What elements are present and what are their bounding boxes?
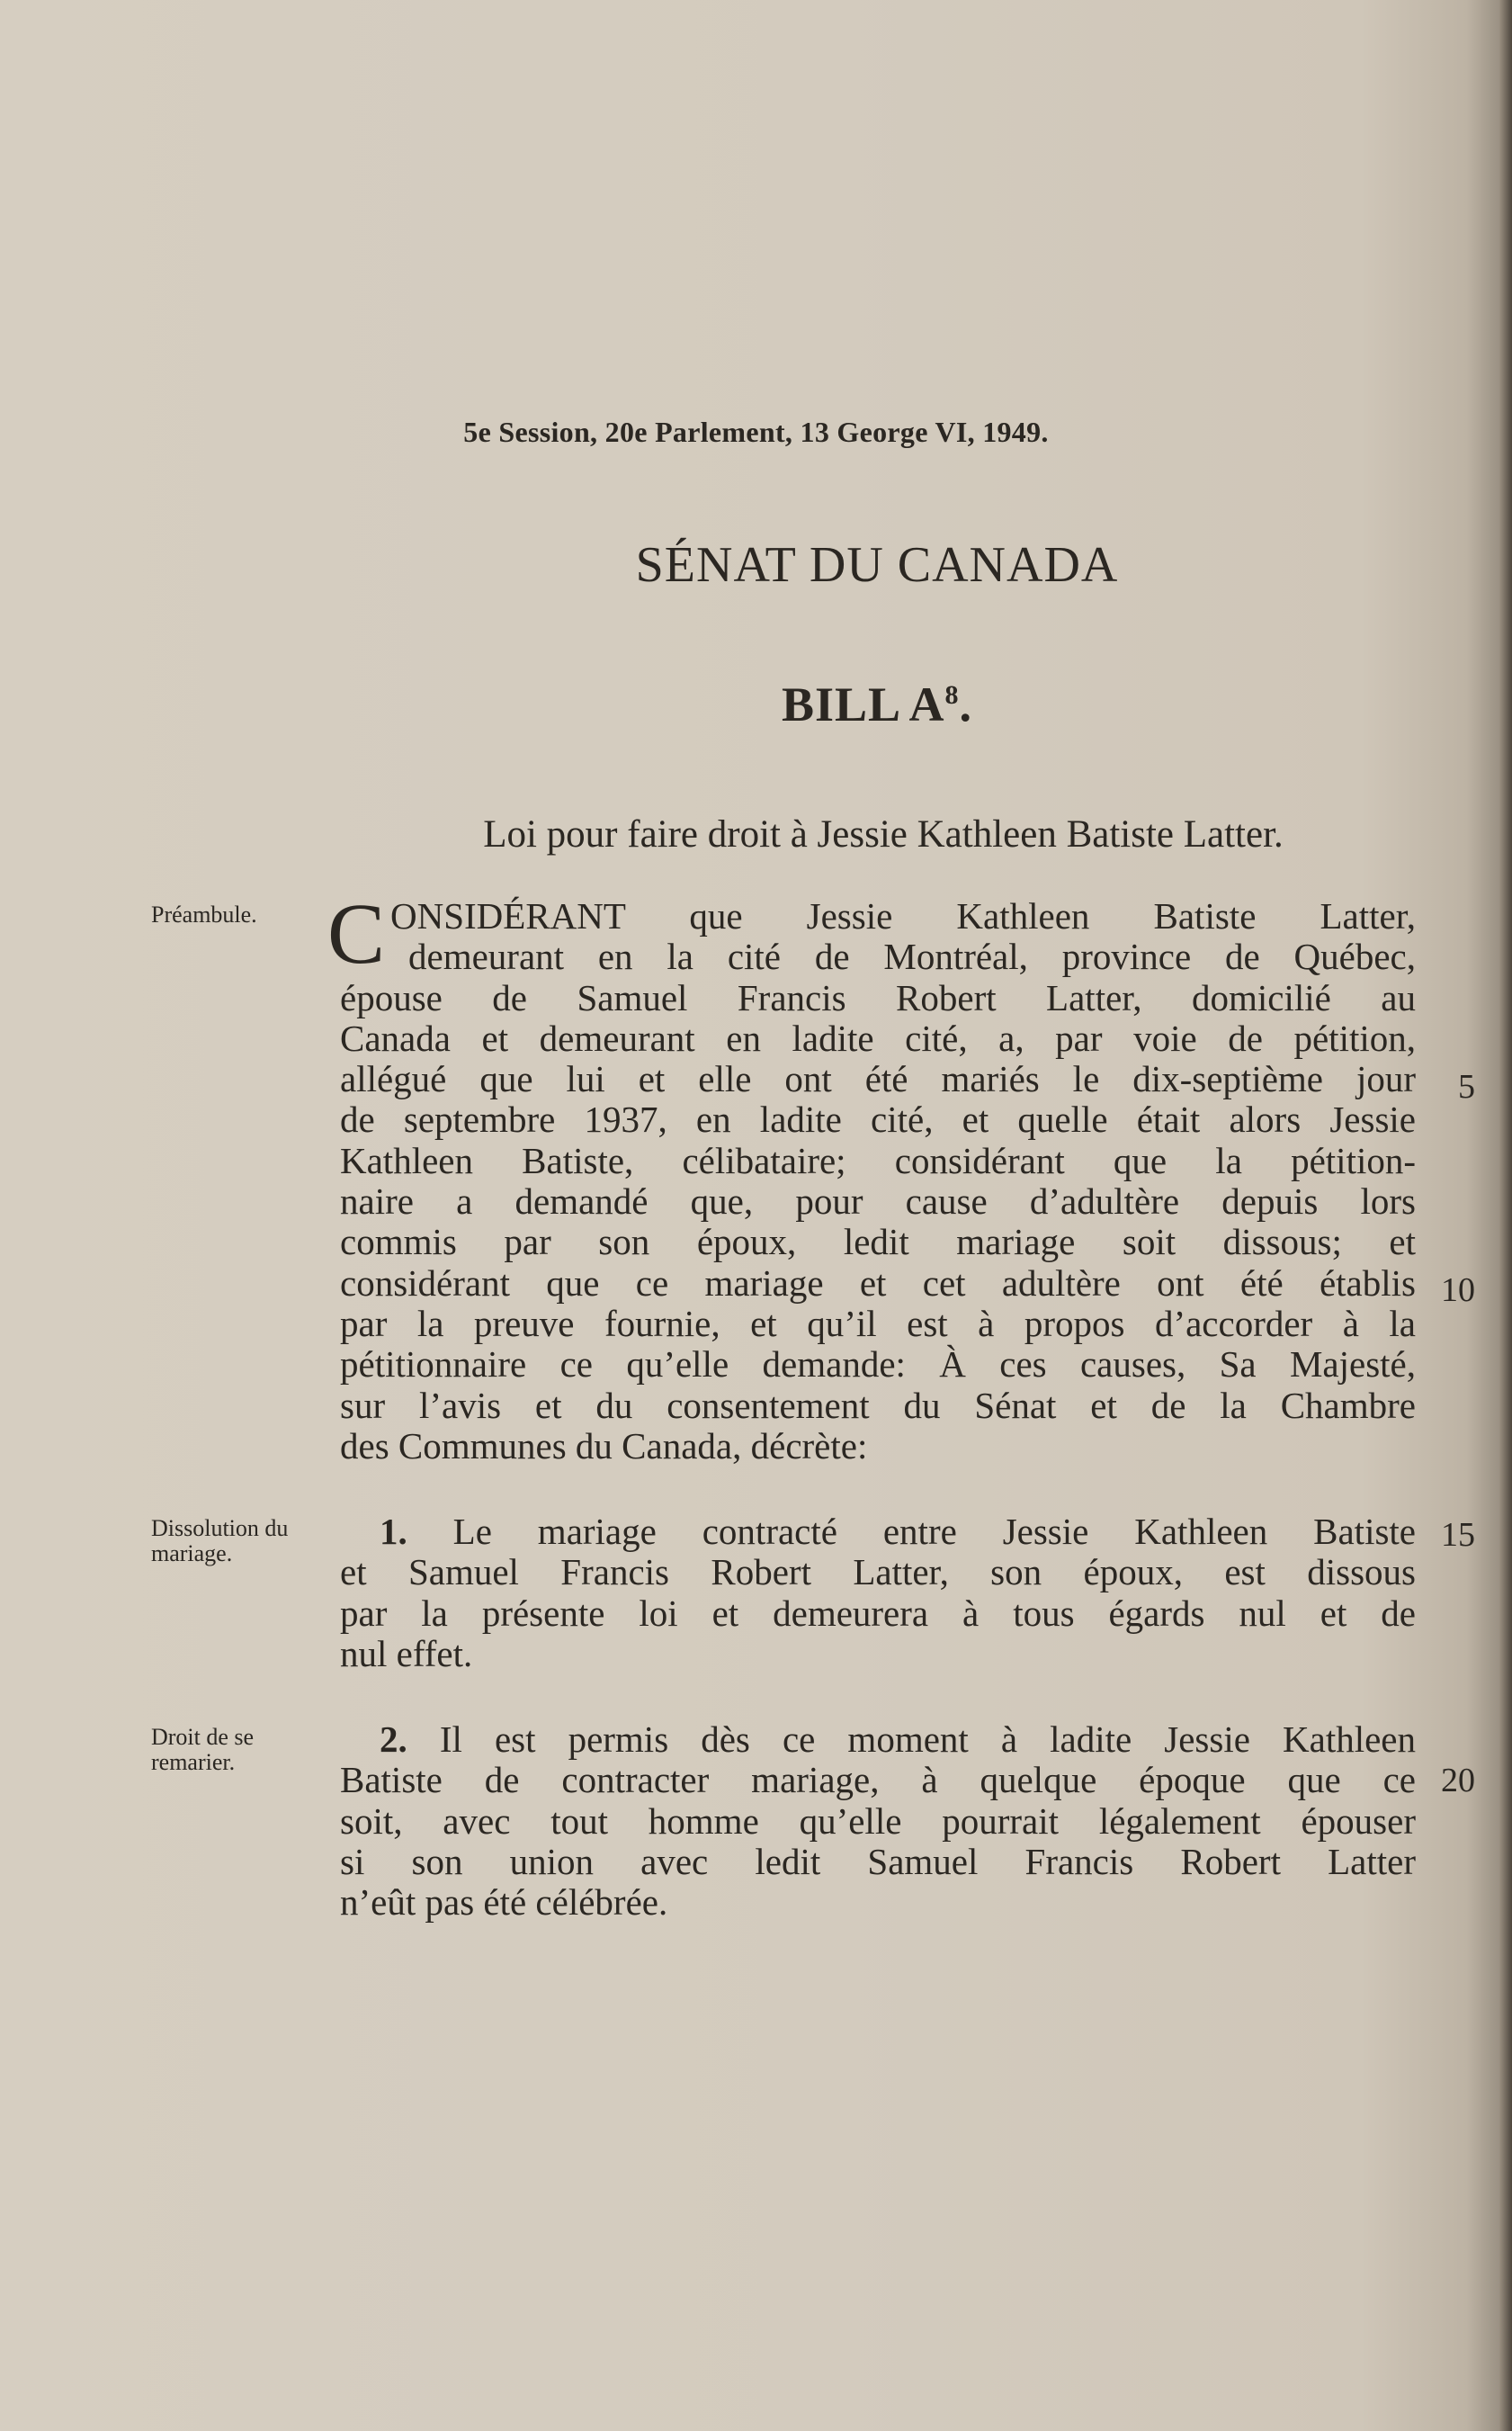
section-1-line: nul effet. (340, 1632, 473, 1674)
preamble-line: pétitionnaire ce qu’elle demande: À ces causes, Sa Majesté, (340, 1343, 1416, 1386)
section-2-line: si son union avec ledit Samuel Francis Robert Latter (340, 1840, 1416, 1882)
line-number: 5 (1458, 1068, 1475, 1106)
section-2-line: Batiste de contracter mariage, à quelque époque que ce (340, 1759, 1416, 1801)
preamble-line: Canada et demeurant en ladite cité, a, par voie de pétition, (340, 1017, 1416, 1059)
preamble-line: par la preuve fournie, et qu’il est à propos d’accorder à la (340, 1302, 1416, 1344)
drop-cap: C (327, 885, 386, 982)
section-1-line: et Samuel Francis Robert Latter, son époux, est dissous (340, 1551, 1416, 1593)
preamble-line: sur l’avis et du consentement du Sénat et de la Chambre (340, 1384, 1416, 1426)
preamble-line: commis par son époux, ledit mariage soit dissous; et (340, 1221, 1416, 1263)
preamble-line: considérant que ce mariage et cet adultère ont été établis (340, 1261, 1416, 1304)
bill-subtitle: Loi pour faire droit à Jessie Kathleen Batiste Latter. (483, 813, 1284, 856)
preamble-line: ONSIDÉRANT que Jessie Kathleen Batiste Latter, (390, 895, 1416, 937)
margin-note-preamble: Préambule. (151, 902, 257, 928)
bill-label: BILL A (781, 677, 945, 731)
section-1-line: par la présente loi et demeurera à tous égards nul et de (340, 1592, 1416, 1634)
section-1-first-text: Le mariage contracté entre Jessie Kathleen Batiste (452, 1511, 1416, 1552)
preamble-line: épouse de Samuel Francis Robert Latter, domicilié au (340, 976, 1416, 1018)
bill-title (0, 677, 1512, 732)
section-1-number: 1. (380, 1511, 407, 1552)
section-1 (340, 1512, 1416, 1674)
preamble-paragraph (327, 885, 1416, 1467)
section-2-line: soit, avec tout homme qu’elle pourrait légalement épouser (340, 1799, 1416, 1842)
margin-note-remarry: Droit de se remarier. (151, 1724, 255, 1775)
page-edge (1499, 0, 1512, 2431)
section-2-line (340, 1719, 1416, 1760)
line-number: 20 (1441, 1762, 1475, 1799)
line-number: 15 (1441, 1516, 1475, 1554)
line-number: 10 (1441, 1271, 1475, 1309)
preamble-line: des Communes du Canada, décrète: (340, 1424, 868, 1467)
preamble-line: demeurant en la cité de Montréal, province de Québec, (408, 936, 1416, 978)
session-heading: 5e Session, 20e Parlement, 13 George VI, 1949. (463, 416, 1049, 448)
bill-period: . (959, 677, 973, 731)
preamble-line: Kathleen Batiste, célibataire; considérant que la pétition- (340, 1139, 1416, 1181)
section-2-first-text: Il est permis dès ce moment à ladite Jessie Kathleen (439, 1718, 1416, 1760)
section-2-line: n’eût pas été célébrée. (340, 1881, 668, 1924)
preamble-line: naire a demandé que, pour cause d’adultère depuis lors (340, 1180, 1416, 1223)
preamble-line: de septembre 1937, en ladite cité, et quelle était alors Jessie (340, 1099, 1416, 1141)
section-2 (340, 1719, 1416, 1923)
margin-note-dissolution: Dissolution du mariage. (151, 1515, 289, 1566)
senate-title: SÉNAT DU CANADA (635, 537, 1119, 593)
preamble-line: allégué que lui et elle ont été mariés le dix-septième jour (340, 1058, 1416, 1100)
section-2-number: 2. (380, 1718, 407, 1760)
section-1-line (340, 1512, 1416, 1552)
bill-number: 8 (944, 680, 960, 710)
